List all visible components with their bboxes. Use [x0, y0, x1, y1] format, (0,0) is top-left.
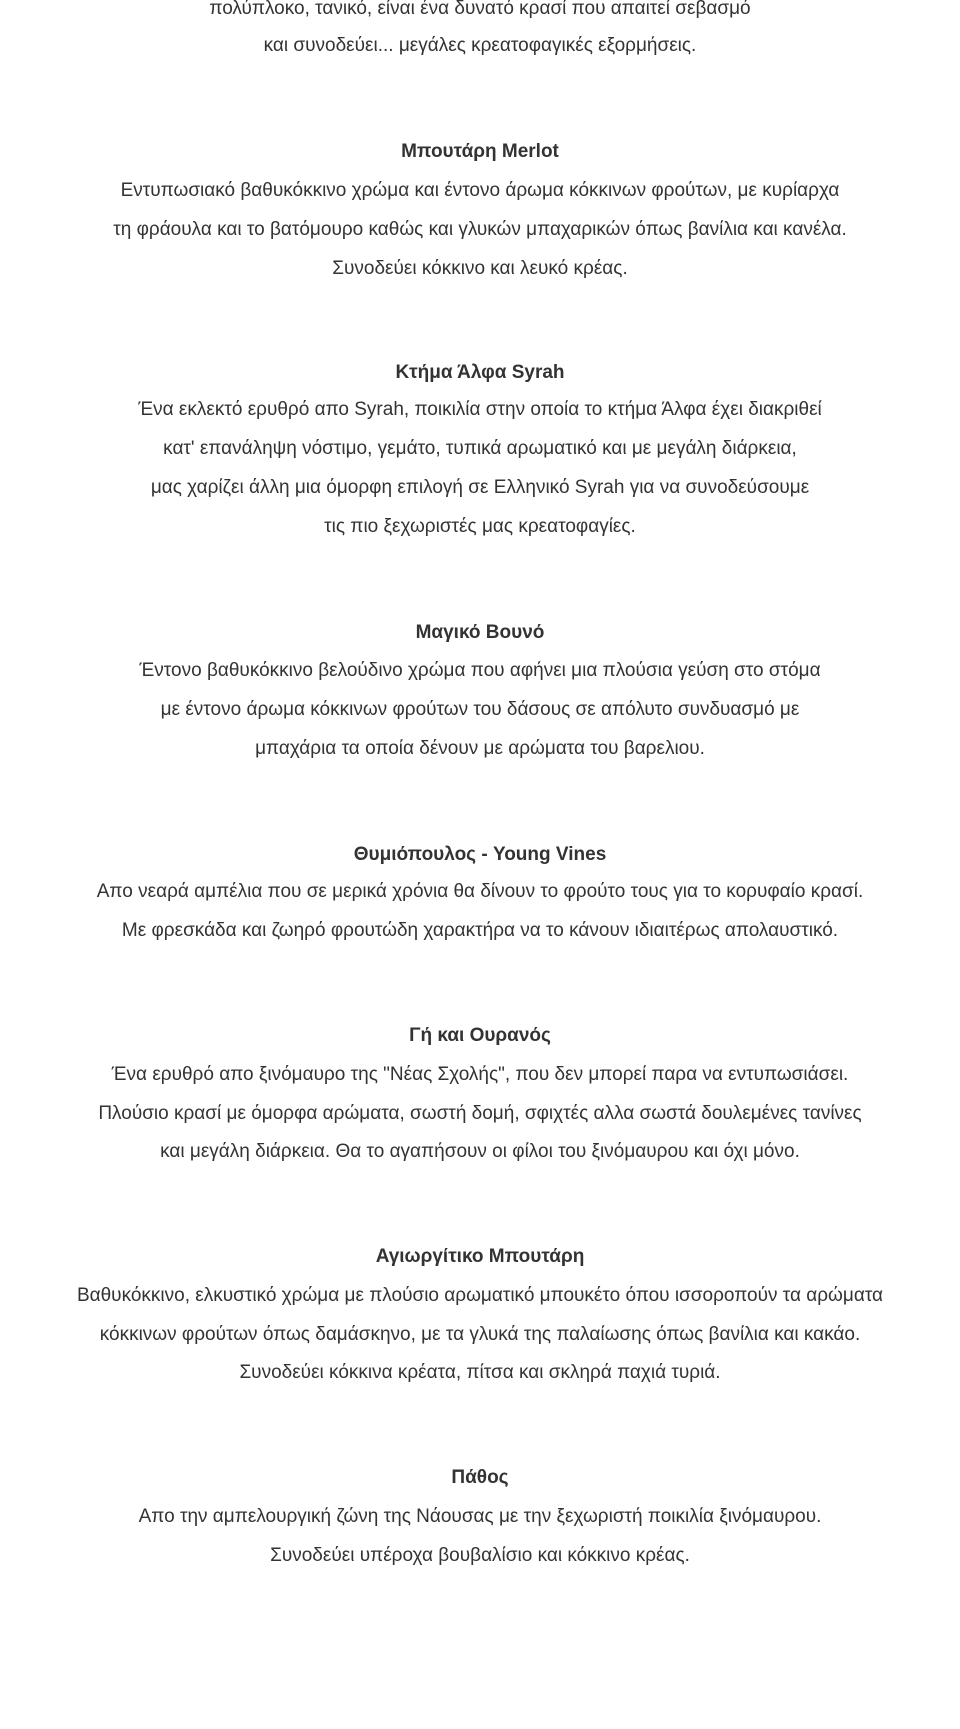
wine-description-line: Ένα ερυθρό απο ξινόμαυρο της "Νέας Σχολής", που δεν μπορεί παρα να εντυπωσιάσει. — [111, 1064, 849, 1085]
wine-title-agiorgitiko-boutari: Αγιωργίτικο Μπουτάρη — [375, 1246, 585, 1267]
wine-description-line: Συνοδεύει κόκκινο και λευκό κρέας. — [332, 258, 628, 279]
wine-description-line: κατ' επανάληψη νόστιμο, γεμάτο, τυπικά αρωματικό και με μεγάλη διάρκεια, — [163, 438, 797, 459]
wine-title-pathos: Πάθος — [451, 1467, 509, 1488]
wine-description-line: Εντυπωσιακό βαθυκόκκινο χρώμα και έντονο άρωμα κόκκινων φρούτων, με κυρίαρχα — [120, 180, 840, 201]
wine-title-gi-kai-ouranos: Γή και Ουρανός — [409, 1025, 551, 1046]
wine-description-line: Με φρεσκάδα και ζωηρό φρουτώδη χαρακτήρα να το κάνουν ιδιαιτέρως απολαυστικό. — [121, 920, 839, 941]
wine-title-boutari-merlot: Μπουτάρη Merlot — [401, 141, 559, 162]
wine-description-line: Ένα εκλεκτό ερυθρό απο Syrah, ποικιλία στην οποία το κτήμα Άλφα έχει διακριθεί — [138, 399, 822, 420]
wine-title-magiko-vouno: Μαγικό Βουνό — [415, 622, 545, 643]
wine-description-line: Συνοδεύει υπέροχα βουβαλίσιο και κόκκινο κρέας. — [270, 1545, 690, 1566]
wine-title-ktima-alfa-syrah: Κτήμα Άλφα Syrah — [395, 362, 565, 383]
wine-description-line: Απο την αμπελουργική ζώνη της Νάουσας με την ξεχωριστή ποικιλία ξινόμαυρου. — [138, 1506, 822, 1527]
wine-description-line: μπαχάρια τα οποία δένουν με αρώματα του βαρελιου. — [255, 738, 705, 759]
intro-line-2: και συνοδεύει... μεγάλες κρεατοφαγικές εξορμήσεις. — [263, 35, 697, 56]
intro-line-1: πολύπλοκο, τανικό, είναι ένα δυνατό κρασί που απαιτεί σεβασμό — [209, 0, 751, 19]
wine-description-line: τη φράουλα και το βατόμουρο καθώς και γλυκών μπαχαρικών όπως βανίλια και κανέλα. — [113, 219, 847, 240]
wine-description-line: Βαθυκόκκινο, ελκυστικό χρώμα με πλούσιο αρωματικό μπουκέτο όπου ισσοροπούν τα αρώματα — [76, 1285, 884, 1306]
wine-description-line: με έντονο άρωμα κόκκινων φρούτων του δάσους σε απόλυτο συνδυασμό με — [160, 699, 800, 720]
wine-description-line: Συνοδεύει κόκκινα κρέατα, πίτσα και σκληρά παχιά τυριά. — [239, 1362, 721, 1383]
wine-description-line: Απο νεαρά αμπέλια που σε μερικά χρόνια θα δίνουν το φρούτο τους για το κορυφαίο κρασί. — [96, 881, 864, 902]
wine-description-line: τις πιο ξεχωριστές μας κρεατοφαγίες. — [324, 516, 636, 537]
wine-description-line: και μεγάλη διάρκεια. Θα το αγαπήσουν οι φίλοι του ξινόμαυρου και όχι μόνο. — [160, 1141, 800, 1162]
wine-title-thymiopoulos-young-vines: Θυμιόπουλος - Young Vines — [353, 844, 607, 865]
wine-description-line: Πλούσιο κρασί με όμορφα αρώματα, σωστή δομή, σφιχτές αλλα σωστά δουλεμένες τανίνες — [98, 1103, 862, 1124]
wine-description-line: κόκκινων φρούτων όπως δαμάσκηνο, με τα γλυκά της παλαίωσης όπως βανίλια και κακάο. — [99, 1324, 861, 1345]
wine-description-line: Έντονο βαθυκόκκινο βελούδινο χρώμα που αφήνει μια πλούσια γεύση στο στόμα — [139, 660, 821, 681]
wine-description-line: μας χαρίζει άλλη μια όμορφη επιλογή σε Ελληνικό Syrah για να συνοδεύσουμε — [150, 477, 810, 498]
